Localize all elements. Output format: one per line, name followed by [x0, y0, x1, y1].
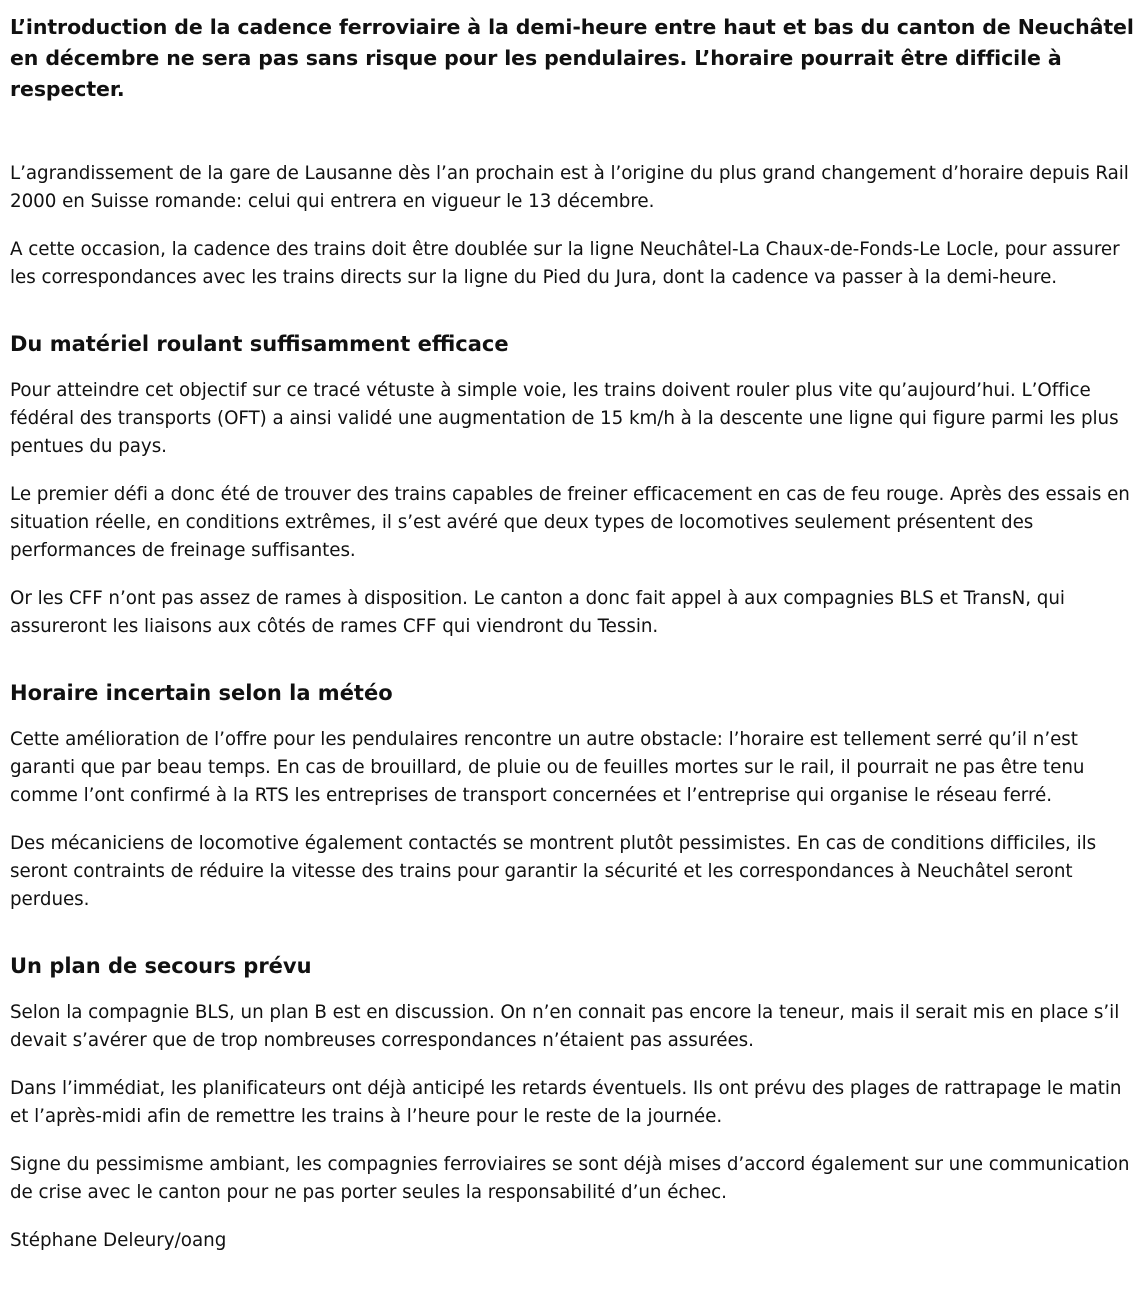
paragraph-secours-2: Dans l’immédiat, les planificateurs ont déjà anticipé les retards éventuels. Ils ont prévu des plages de rattrapage le matin et l’après-midi afin de remettre les trains à l’heure pour le reste de la journée. — [10, 1078, 1122, 1127]
paragraph-materiel-3: Or les CFF n’ont pas assez de rames à disposition. Le canton a donc fait appel à aux compagnies BLS et TransN, qui assureront les liaisons aux côtés de rames CFF qui viendront du Tessin. — [10, 588, 1065, 637]
paragraph-intro-1: L’agrandissement de la gare de Lausanne dès l’an prochain est à l’origine du plus grand changement d’horaire depuis Rail 2000 en Suisse romande: celui qui entrera en vigueur le 13 décembre. — [10, 163, 1129, 212]
section-heading-meteo: Horaire incertain selon la météo — [10, 681, 393, 705]
paragraph-materiel-2: Le premier défi a donc été de trouver des trains capables de freiner efficacement en cas de feu rouge. Après des essais en situation réelle, en conditions extrêmes, il s’est avéré que deux types de locomotives seulement présentent des performances de freinage suffisantes. — [10, 484, 1130, 561]
paragraph-intro-2: A cette occasion, la cadence des trains doit être doublée sur la ligne Neuchâtel-La Chaux-de-Fonds-Le Locle, pour assurer les correspondances avec les trains directs sur la ligne du Pied du Jura, dont la cadence va passer à la demi-heure. — [10, 239, 1120, 288]
paragraph-meteo-2: Des mécaniciens de locomotive également contactés se montrent plutôt pessimistes. En cas de conditions difficiles, ils seront contraints de réduire la vitesse des trains pour garantir la sécurité et les correspondances à Neuchâtel seront perdues. — [10, 833, 1097, 910]
paragraph-secours-1: Selon la compagnie BLS, un plan B est en discussion. On n’en connait pas encore la teneur, mais il serait mis en place s’il devait s’avérer que de trop nombreuses correspondances n’étaient pas assurées. — [10, 1002, 1120, 1051]
section-heading-secours: Un plan de secours prévu — [10, 954, 312, 978]
paragraph-materiel-1: Pour atteindre cet objectif sur ce tracé vétuste à simple voie, les trains doivent rouler plus vite qu’aujourd’hui. L’Office fédéral des transports (OFT) a ainsi validé une augmentation de 15 km/h à la descente une ligne qui figure parmi les plus pentues du pays. — [10, 380, 1119, 457]
paragraph-meteo-1: Cette amélioration de l’offre pour les pendulaires rencontre un autre obstacle: l’horaire est tellement serré qu’il n’est garanti que par beau temps. En cas de brouillard, de pluie ou de feuilles mortes sur le rail, il pourrait ne pas être tenu comme l’ont confirmé à la RTS les entreprises de transport concernées et l’entreprise qui organise le réseau ferré. — [10, 729, 1085, 806]
article-author: Stéphane Deleury/oang — [10, 1230, 227, 1251]
article — [10, 0, 1138, 1255]
paragraph-secours-3: Signe du pessimisme ambiant, les compagnies ferroviaires se sont déjà mises d’accord également sur une communication de crise avec le canton pour ne pas porter seules la responsabilité d’un échec. — [10, 1154, 1130, 1203]
section-heading-materiel: Du matériel roulant suffisamment efficace — [10, 332, 509, 356]
article-lead: L’introduction de la cadence ferroviaire à la demi-heure entre haut et bas du canton de Neuchâtel en décembre ne sera pas sans risque pour les pendulaires. L’horaire pourrait être difficile à respecter. — [10, 15, 1134, 101]
